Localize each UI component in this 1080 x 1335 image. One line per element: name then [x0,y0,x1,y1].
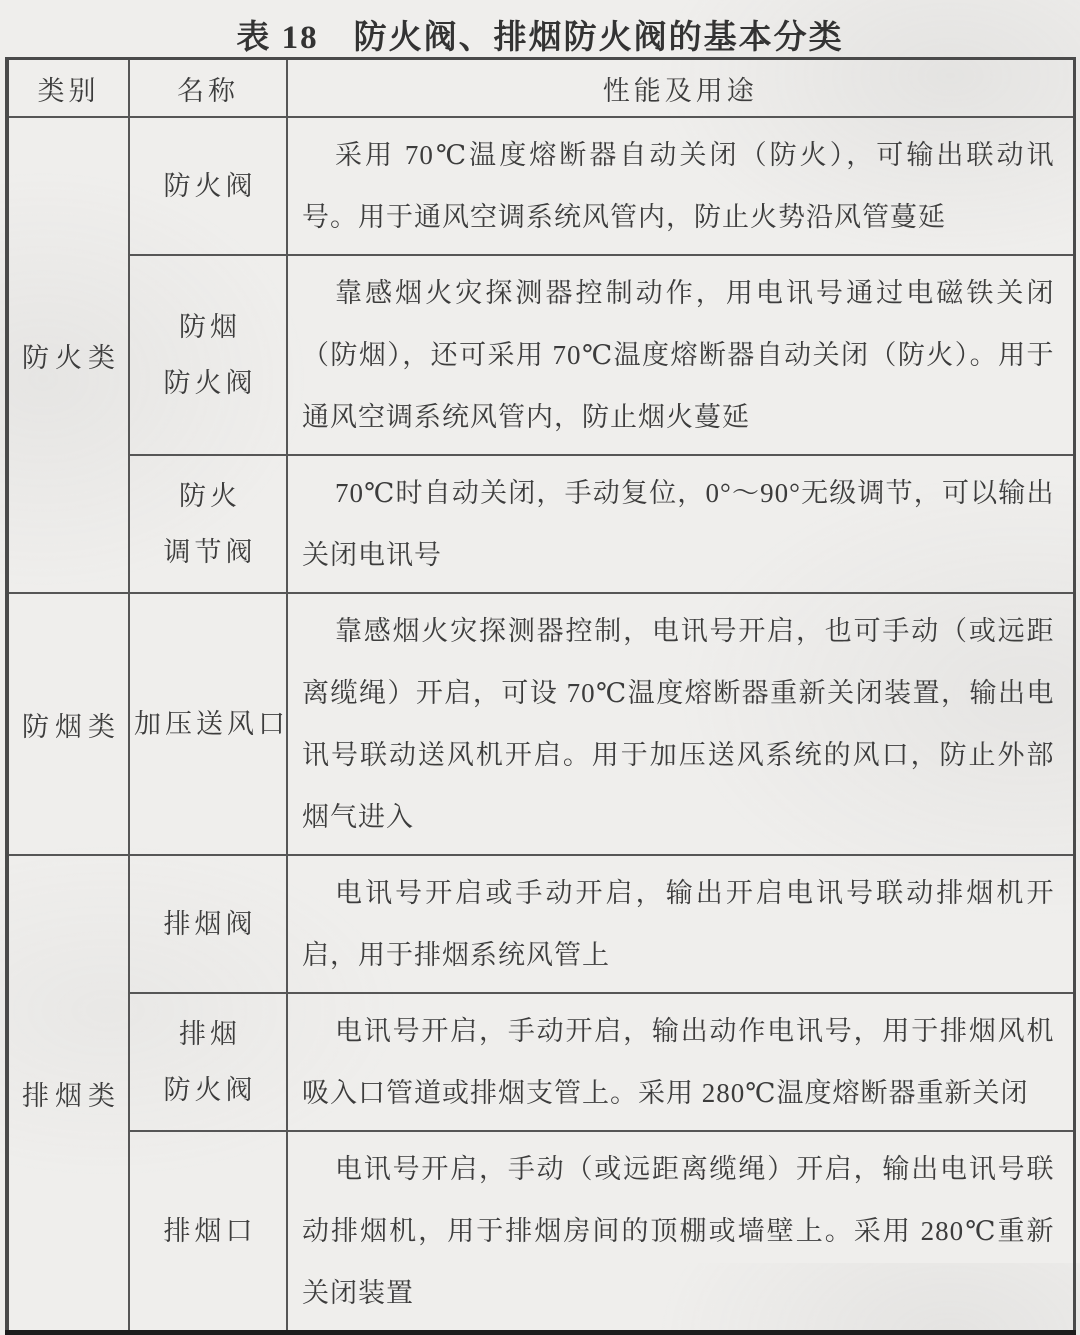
name-line: 防火阀 [163,368,257,398]
table-row [7,1131,1074,1333]
description-cell: 电讯号开启，手动开启，输出动作电讯号，用于排烟风机吸入口管道或排烟支管上。采用 280℃温度熔断器重新关闭 [287,993,1074,1131]
name-line: 防火阀 [163,171,257,201]
description-cell: 靠感烟火灾探测器控制动作，用电讯号通过电磁铁关闭（防烟），还可采用 70℃温度熔断器自动关闭（防火）。用于通风空调系统风管内，防止烟火蔓延 [287,255,1074,455]
category-cell-smoke-exhaust: 排烟类 [7,855,129,1333]
description-cell: 采用 70℃温度熔断器自动关闭（防火），可输出联动讯号。用于通风空调系统风管内，防止火势沿风管蔓延 [287,117,1074,255]
table-row [7,593,1074,855]
category-cell-smoke-prevention: 防烟类 [7,593,129,855]
description-cell: 电讯号开启或手动开启，输出开启电讯号联动排烟机开启，用于排烟系统风管上 [287,855,1074,993]
col-header-name: 名称 [129,59,287,118]
name-cell-smoke-exhaust-valve [129,855,287,993]
name-line: 调节阀 [163,537,257,567]
name-line: 防烟 [179,312,241,342]
name-cell-fire-damper [129,117,287,255]
name-line: 加压送风口 [134,709,289,739]
table-row [7,855,1074,993]
description-cell: 电讯号开启，手动（或远距离缆绳）开启，输出电讯号联动排烟机，用于排烟房间的顶棚或墙壁上。采用 280℃重新关闭装置 [287,1131,1074,1333]
table-row [7,117,1074,255]
name-cell-smoke-fire-damper [129,255,287,455]
table-row [7,255,1074,455]
col-header-performance: 性能及用途 [287,59,1074,118]
classification-table [5,57,1076,1335]
name-cell-pressurized-air-outlet [129,593,287,855]
col-header-category: 类别 [7,59,129,118]
name-cell-smoke-exhaust-fire-damper [129,993,287,1131]
name-cell-fire-control-damper [129,455,287,593]
table-row [7,993,1074,1131]
name-cell-smoke-exhaust-outlet [129,1131,287,1333]
category-cell-fire: 防火类 [7,117,129,593]
name-line: 防火 [179,481,241,511]
name-line: 排烟口 [163,1216,257,1246]
description-cell: 靠感烟火灾探测器控制，电讯号开启，也可手动（或远距离缆绳）开启，可设 70℃温度熔断器重新关闭装置，输出电讯号联动送风机开启。用于加压送风系统的风口，防止外部烟气进入 [287,593,1074,855]
header-row [7,59,1074,118]
name-line: 排烟阀 [163,909,257,939]
name-line: 排烟 [179,1019,241,1049]
table-row [7,455,1074,593]
table-title: 表 18 防火阀、排烟防火阀的基本分类 [236,20,844,56]
description-cell: 70℃时自动关闭，手动复位，0°～90°无级调节，可以输出关闭电讯号 [287,455,1074,593]
name-line: 防火阀 [163,1075,257,1105]
